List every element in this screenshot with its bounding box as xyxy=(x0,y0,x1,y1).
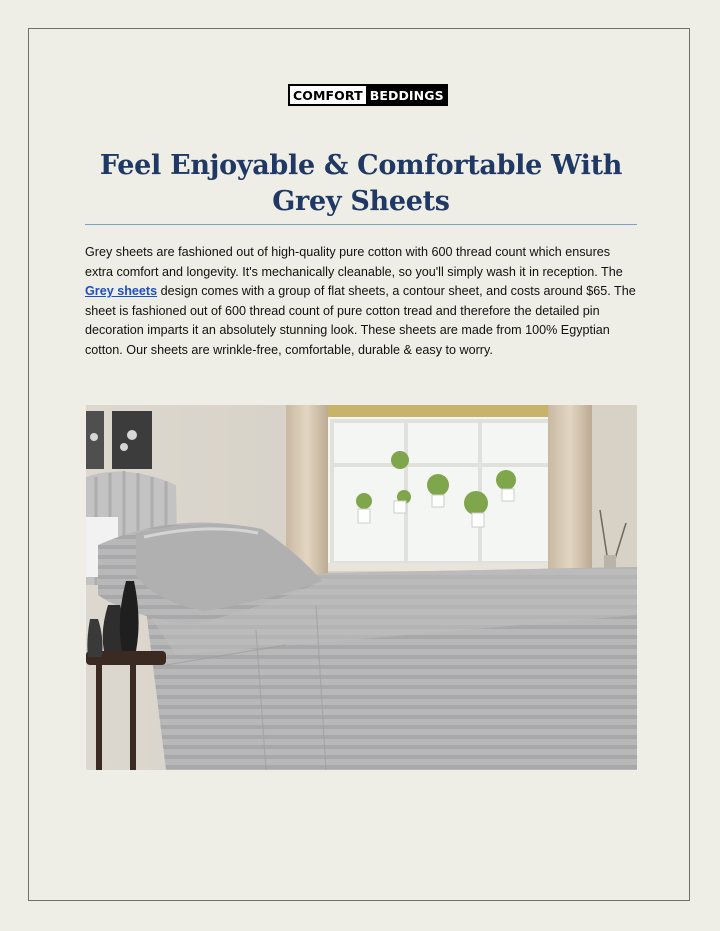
title-line-1: Feel Enjoyable & Comfortable With xyxy=(99,150,623,181)
logo-beddings: BEDDINGS xyxy=(368,84,448,106)
description-paragraph xyxy=(85,243,637,361)
paragraph-text-end: design comes with a group of flat sheets, a contour sheet, and costs around $65. The sheet is fashioned out of 600 thread count of pure cotton tread and therefore the detailed pin decoration imparts it an absolutely stunning look. These sheets are made from 100% Egyptian cotton. Our sheets are wrinkle-free, comfortable, durable & easy to worry. xyxy=(85,284,636,357)
brand-logo xyxy=(288,84,448,106)
grey-sheets-link[interactable]: Grey sheets xyxy=(85,284,158,299)
title-divider xyxy=(85,224,637,225)
bedroom-photo xyxy=(86,405,637,770)
title-line-2: Grey Sheets xyxy=(272,186,450,217)
paragraph-text-start: Grey sheets are fashioned out of high-quality pure cotton with 600 thread count which ensures extra comfort and longevity. It's mechanically cleanable, so you'll simply wash it in reception. The xyxy=(85,245,623,279)
page-title xyxy=(86,148,636,220)
logo-comfort: COMFORT xyxy=(288,84,368,106)
